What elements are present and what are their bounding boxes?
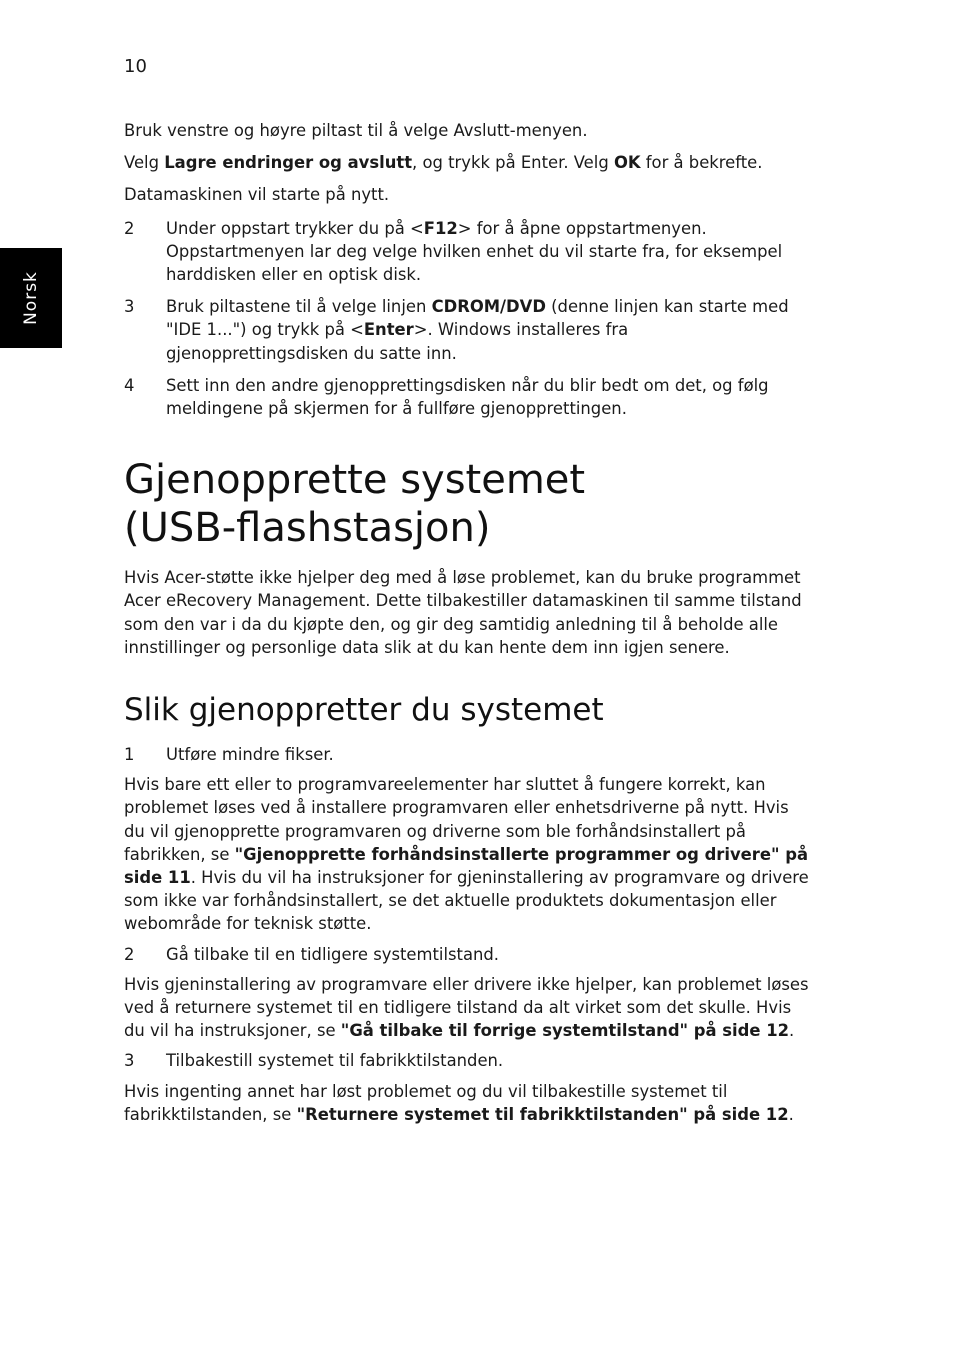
heading-line: Gjenopprette systemet	[124, 457, 586, 504]
text: (denne linjen kan starte med "IDE 1...") og trykk på <	[166, 297, 789, 340]
cross-reference: "Gå tilbake til forrige systemtilstand" på side 12	[340, 1021, 790, 1041]
list-item	[124, 743, 814, 766]
step-text	[166, 217, 814, 287]
text: Hvis ingenting annet har løst problemet og du vil tilbakestille systemet til fabrikktilstanden, se	[124, 1081, 728, 1124]
section-heading	[124, 456, 814, 552]
text: .	[789, 1021, 795, 1041]
text: .	[788, 1104, 794, 1124]
list-item	[124, 374, 814, 420]
menu-option: Lagre endringer og avslutt	[164, 153, 413, 173]
list-item	[124, 295, 814, 365]
ok-option: OK	[613, 153, 641, 173]
heading-line: (USB-flashstasjon)	[124, 505, 491, 552]
paragraph	[124, 773, 814, 935]
text: >. Windows installeres fra gjenopprettingsdisken du satte inn.	[166, 320, 629, 363]
step-number: 3	[124, 1051, 135, 1071]
step-number: 2	[124, 218, 135, 238]
menu-option: CDROM/DVD	[431, 297, 546, 317]
cross-reference: "Gjenopprette forhåndsinstallerte programmer og drivere" på side 11	[124, 844, 809, 888]
paragraph	[124, 973, 814, 1043]
paragraph	[124, 151, 814, 174]
text: Under oppstart trykker du på <	[166, 218, 424, 238]
paragraph: Datamaskinen vil starte på nytt.	[124, 185, 390, 205]
step-number: 2	[124, 944, 135, 964]
paragraph: Hvis Acer-støtte ikke hjelper deg med å løse problemet, kan du bruke programmet Acer eRecovery Management. Dette tilbakestiller datamaskinen til samme tilstand som den var i da du kjøpte den, og gir deg samtidig anledning til å beholde alle innstillinger og personlige data slik at du kan hente dem inn igjen senere.	[124, 568, 802, 657]
cross-reference: "Returnere systemet til fabrikktilstanden" på side 12	[296, 1104, 789, 1124]
subsection-heading: Slik gjenoppretter du systemet	[124, 692, 604, 729]
text: Velg	[124, 153, 165, 173]
language-tab	[0, 248, 62, 348]
list-item	[124, 1049, 814, 1072]
step-text	[166, 295, 814, 365]
step-text: Tilbakestill systemet til fabrikktilstanden.	[166, 1051, 504, 1071]
step-text: Utføre mindre fikser.	[166, 745, 334, 765]
step-number: 3	[124, 297, 135, 317]
step-text: Gå tilbake til en tidligere systemtilstand.	[166, 944, 500, 964]
step-text: Sett inn den andre gjenopprettingsdisken når du blir bedt om det, og følg meldingene på skjermen for å fullføre gjenopprettingen.	[166, 375, 769, 419]
key-name: Enter	[363, 320, 414, 340]
list-item	[124, 217, 814, 287]
page-number: 10	[124, 56, 147, 77]
page-content	[124, 119, 814, 1126]
list-item	[124, 943, 814, 966]
step-number: 4	[124, 375, 135, 395]
text: > for å åpne oppstartmenyen. Oppstartmenyen lar deg velge hvilken enhet du vil starte fra, for eksempel harddisken eller en optisk disk.	[166, 218, 783, 285]
text: for å bekrefte.	[640, 153, 763, 173]
text: . Hvis du vil ha instruksjoner for gjeninstallering av programvare og drivere som ikke var forhåndsinstallert, se det aktuelle produktets dokumentasjon eller webområde for teknisk støtte.	[124, 868, 809, 934]
step-number: 1	[124, 745, 135, 765]
language-tab-label: Norsk	[21, 271, 41, 325]
key-name: F12	[423, 218, 458, 238]
text: , og trykk på Enter. Velg	[412, 153, 614, 173]
paragraph: Bruk venstre og høyre piltast til å velge Avslutt-menyen.	[124, 121, 588, 140]
text: Hvis bare ett eller to programvareelementer har sluttet å fungere korrekt, kan problemet løses ved å installere programvaren eller enhetsdriverne på nytt. Hvis du vil gjenopprette programvaren og driverne som ble forhåndsinstallert på fabrikken, se	[124, 775, 789, 864]
text: Hvis gjeninstallering av programvare eller drivere ikke hjelper, kan problemet løses ved å returnere systemet til en tidligere tilstand da alt virket som det skulle. Hvis du vil ha instruksjoner, se	[124, 974, 809, 1041]
paragraph	[124, 1080, 814, 1126]
text: Bruk piltastene til å velge linjen	[166, 297, 432, 317]
